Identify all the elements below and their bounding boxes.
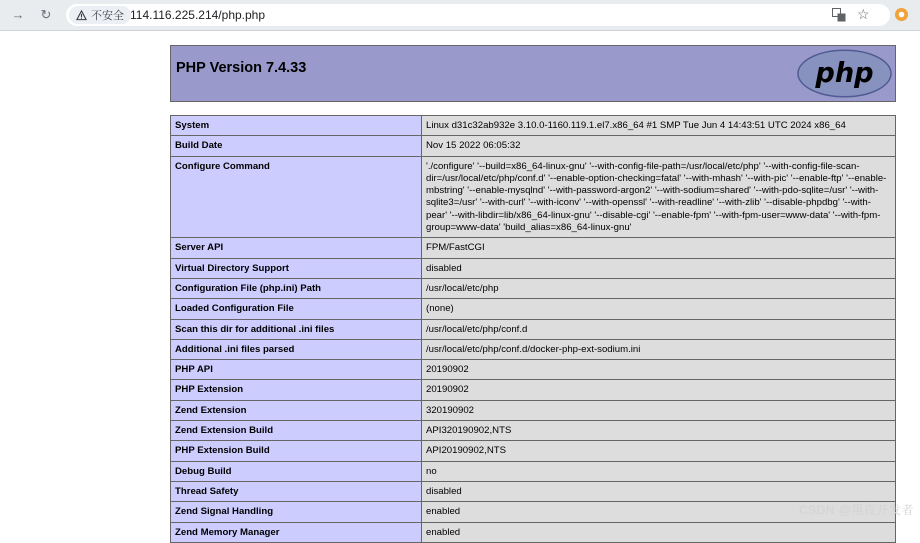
row-value: 320190902 [422,400,896,420]
row-value: (none) [422,299,896,319]
row-value: API320190902,NTS [422,421,896,441]
star-icon[interactable]: ☆ [857,6,870,22]
row-label: Configuration File (php.ini) Path [171,278,422,298]
row-label: System [171,116,422,136]
reload-icon[interactable]: ↻ [40,7,52,22]
url-text[interactable]: 114.116.225.214/php.php [130,8,266,22]
row-label: Additional .ini files parsed [171,339,422,359]
row-value: disabled [422,481,896,501]
table-row [171,156,896,238]
row-value: enabled [422,502,896,522]
row-label: Thread Safety [171,481,422,501]
table-row [171,461,896,481]
row-value: /usr/local/etc/php/conf.d [422,319,896,339]
row-value: Linux d31c32ab932e 3.10.0-1160.119.1.el7.x86_64 #1 SMP Tue Jun 4 14:43:51 UTC 2024 x86_64 [422,116,896,136]
row-label: Server API [171,238,422,258]
row-value: 20190902 [422,360,896,380]
table-row [171,116,896,136]
table-row [171,258,896,278]
row-value: API20190902,NTS [422,441,896,461]
row-label: Zend Extension [171,400,422,420]
page-title: PHP Version 7.4.33 [176,60,307,76]
table-row [171,136,896,156]
row-value: Nov 15 2022 06:05:32 [422,136,896,156]
row-label: Scan this dir for additional .ini files [171,319,422,339]
table-row [171,441,896,461]
table-row [171,400,896,420]
row-value: FPM/FastCGI [422,238,896,258]
row-label: Configure Command [171,156,422,238]
table-row [171,238,896,258]
row-label: Zend Signal Handling [171,502,422,522]
translate-icon[interactable] [832,8,846,22]
row-value: no [422,461,896,481]
php-logo[interactable] [796,48,893,99]
table-row [171,278,896,298]
row-label: Loaded Configuration File [171,299,422,319]
row-label: PHP API [171,360,422,380]
row-label: PHP Extension [171,380,422,400]
row-label: Debug Build [171,461,422,481]
table-row [171,319,896,339]
table-row [171,522,896,542]
table-row [171,481,896,501]
table-row [171,339,896,359]
warning-icon [76,10,87,21]
table-row [171,299,896,319]
row-label: Virtual Directory Support [171,258,422,278]
extension-icon[interactable] [894,7,909,22]
row-value: './configure' '--build=x86_64-linux-gnu' '--with-config-file-path=/usr/local/etc/php' '--with-config-file-scan-dir=/usr/local/etc/php/conf.d' '--enable-option-checking=fatal' '--with-mhash' '--with-pic' '--enable-ftp' '--enable-mbstring' '--enable-mysqlnd' '--with-password-argon2' '--with-sodium=shared' '--with-pdo-sqlite=/usr' '--with-sqlite3=/usr' '--with-curl' '--with-iconv' '--with-openssl' '--with-readline' '--with-zlib' '--disable-phpdbg' '--with-pear' '--with-libdir=lib/x86_64-linux-gnu' '--disable-cgi' '--enable-fpm' '--with-fpm-user=www-data' '--with-fpm-group=www-data' 'build_alias=x86_64-linux-gnu' [422,156,896,238]
forward-icon[interactable]: → [11,7,25,22]
php-info-table [170,115,896,543]
table-row [171,380,896,400]
table-row [171,502,896,522]
row-value: disabled [422,258,896,278]
row-value: /usr/local/etc/php [422,278,896,298]
row-value: 20190902 [422,380,896,400]
table-row [171,421,896,441]
browser-toolbar [0,0,920,31]
watermark: CSDN @黑夜开发者 [798,503,914,517]
row-value: /usr/local/etc/php/conf.d/docker-php-ext-sodium.ini [422,339,896,359]
security-label: 不安全 [91,10,124,22]
row-label: Build Date [171,136,422,156]
row-value: enabled [422,522,896,542]
table-row [171,360,896,380]
address-bar[interactable] [66,4,890,26]
php-header [170,45,896,102]
security-chip[interactable] [69,6,131,24]
row-label: Zend Memory Manager [171,522,422,542]
row-label: PHP Extension Build [171,441,422,461]
row-label: Zend Extension Build [171,421,422,441]
logo-text: php [815,58,874,90]
